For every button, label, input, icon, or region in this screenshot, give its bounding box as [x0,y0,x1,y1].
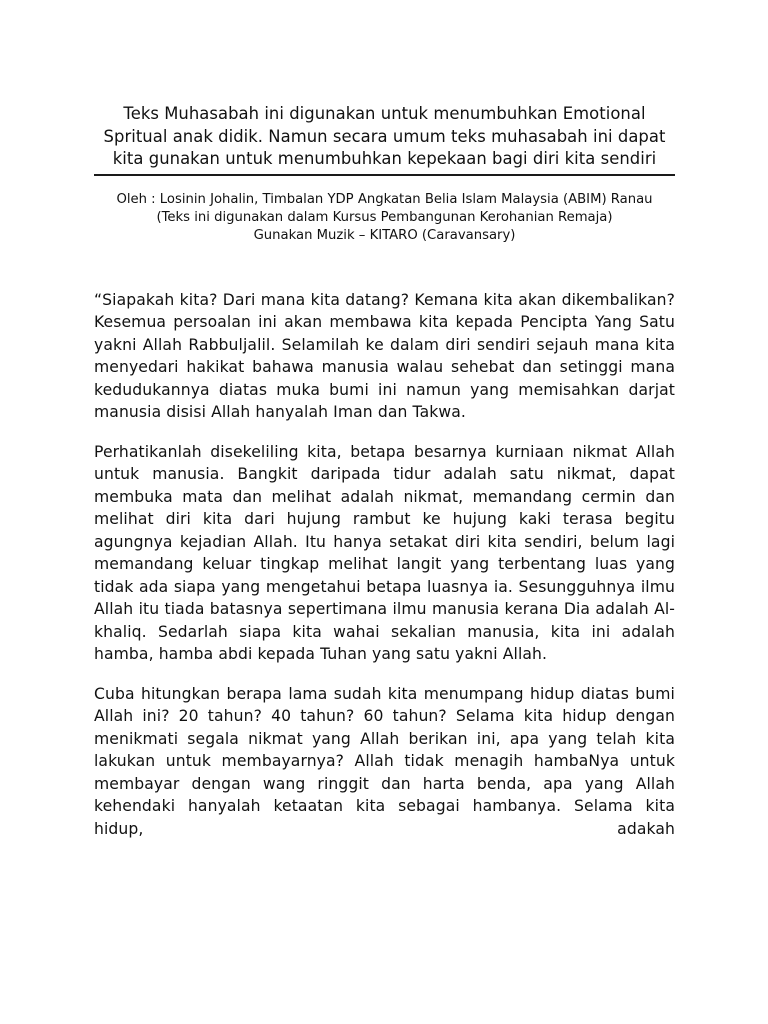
paragraph-3: Cuba hitungkan berapa lama sudah kita menumpang hidup diatas bumi Allah ini? 20 tahun? 40 tahun? 60 tahun? Selama kita hidup dengan menikmati segala nikmat yang Allah berikan ini, apa yang telah kita lakukan untuk membayarnya? Allah tidak menagih hambaNya untuk membayar dengan wang ringgit dan harta benda, apa yang Allah kehendaki hanyalah ketaatan kita sebagai hambanya. Selama kita hidup, adakah [94,684,675,838]
byline-note: (Teks ini digunakan dalam Kursus Pembangunan Kerohanian Remaja) [156,209,613,225]
title-divider [94,174,675,176]
document-title: Teks Muhasabah ini digunakan untuk menumbuhkan Emotional Spritual anak didik. Namun secara umum teks muhasabah ini dapat kita gunakan untuk menumbuhkan kepekaan bagi diri kita sendiri [103,104,666,169]
paragraph-2: Perhatikanlah disekeliling kita, betapa besarnya kurniaan nikmat Allah untuk manusia. Bangkit daripada tidur adalah satu nikmat, dapat membuka mata dan melihat adalah nikmat, memandang cermin dan melihat diri kita dari hujung rambut ke hujung kaki terasa begitu agungnya kejadian Allah. Itu hanya setakat diri kita sendiri, belum lagi memandang keluar tingkap melihat langit yang terbentang luas yang tidak ada siapa yang mengetahui betapa luasnya ia. Sesungguhnya ilmu Allah itu tiada batasnya sepertimana ilmu manusia kerana Dia adalah Al-khaliq. Sedarlah siapa kita wahai sekalian manusia, kita ini adalah hamba, hamba abdi kepada Tuhan yang satu yakni Allah. [94,442,675,664]
document-page [94,103,675,857]
document-body [94,289,675,841]
paragraph-1: “Siapakah kita? Dari mana kita datang? Kemana kita akan dikembalikan? Kesemua persoalan ini akan membawa kita kepada Pencipta Yang Satu yakni Allah Rabbuljalil. Selamilah ke dalam diri sendiri sejauh mana kita menyedari hakikat bahawa manusia walau sehebat dan setinggi mana kedudukannya diatas muka bumi ini namun yang memisahkan darjat manusia disisi Allah hanyalah Iman dan Takwa. [94,290,675,422]
byline-author: Oleh : Losinin Johalin, Timbalan YDP Angkatan Belia Islam Malaysia (ABIM) Ranau [116,191,653,207]
byline-music: Gunakan Muzik – KITARO (Caravansary) [253,227,516,243]
byline [94,191,675,245]
